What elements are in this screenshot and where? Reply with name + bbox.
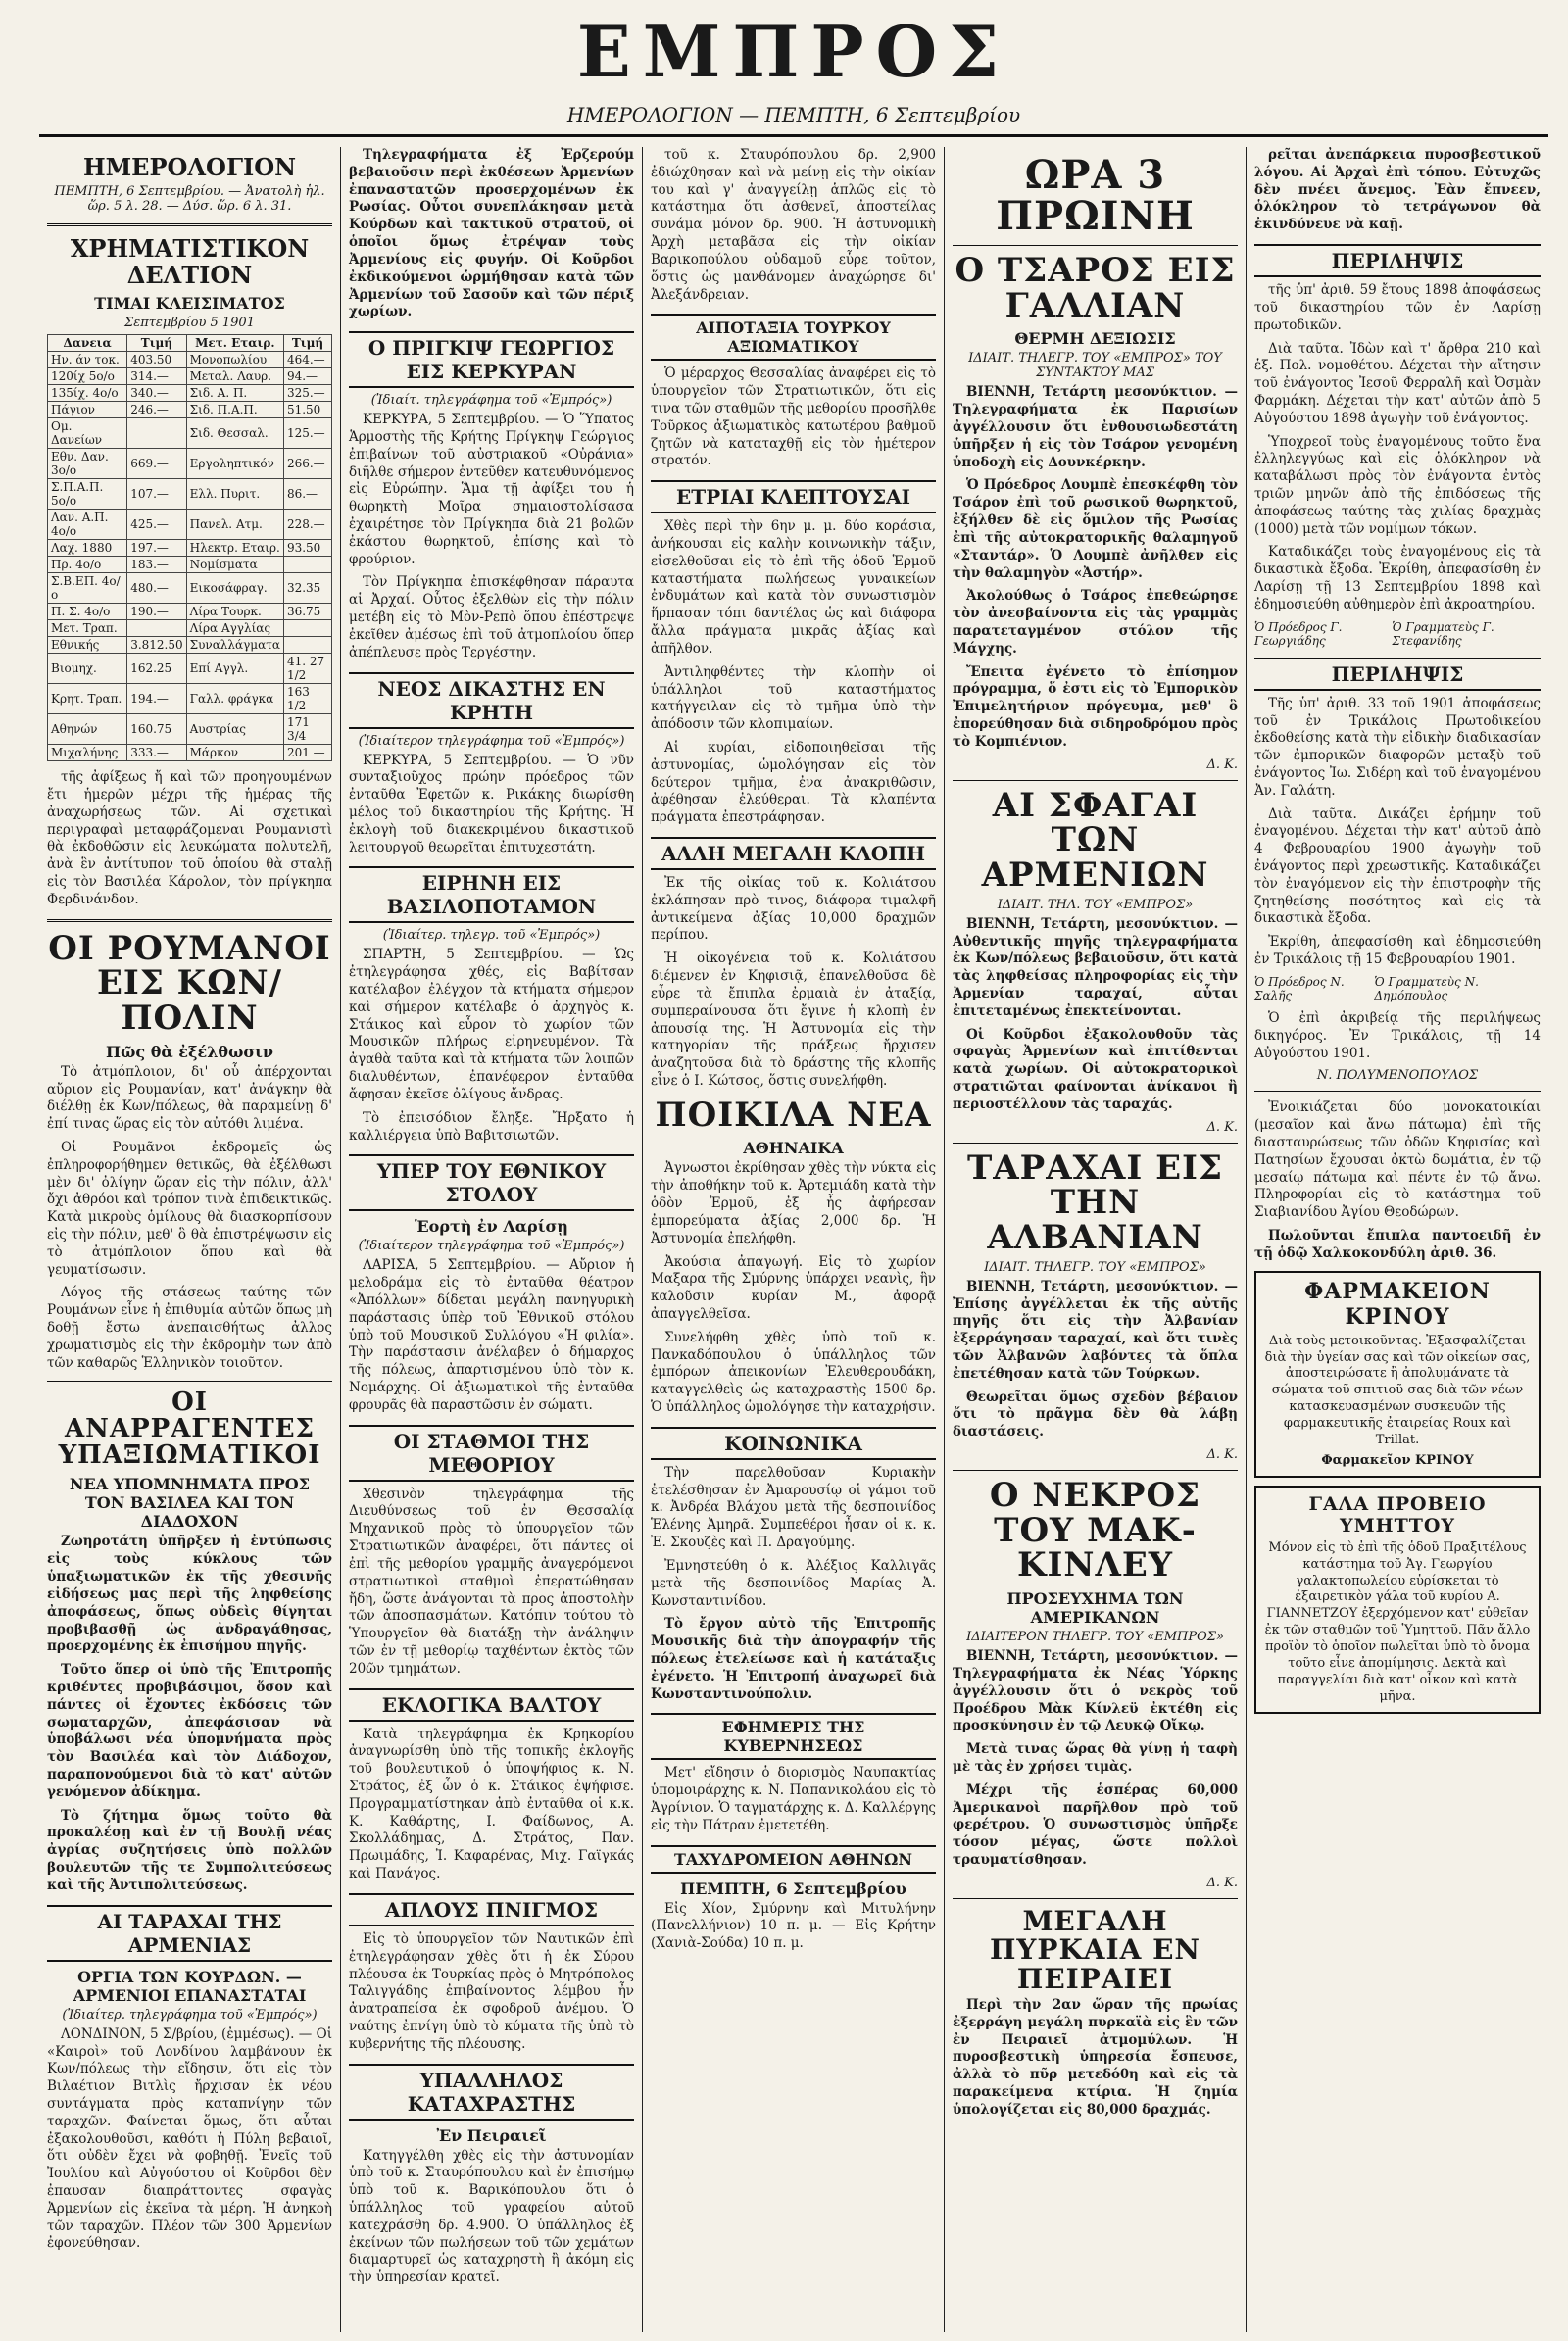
article-paragraph: Λόγος τῆς στάσεως ταύτης τῶν Ρουμάνων εἶνε ἡ ἐπιθυμία αὐτῶν ὅπως μὴ δοθῇ ἔστω ἀνεπαισθήτως ἀλλος χρωματισμὸς εἰς τὴν ἐκδρομὴν των ἀπὸ τῶν καθαρῶς Ἑλληνικὸν τοιοῦτον.	[47, 1285, 332, 1371]
article-paragraph: Εἰς Χίον, Σμύρνην καὶ Μιτυλήνην (Πανελλήνιον) 10 π. μ. — Εἰς Κρήτην (Χανιὰ-Σούδα) 10 π. μ.	[651, 1900, 936, 1952]
signatures	[1254, 975, 1541, 1002]
article-subtitle: ΝΕΑ ΥΠΟΜΝΗΜΑΤΑ ΠΡΟΣ ΤΟΝ ΒΑΣΙΛΕΑ ΚΑΙ ΤΟΝ ΔΙΑΔΟΧΟΝ	[69, 1475, 311, 1532]
article-subtitle: Ἐν Πειραιεῖ	[436, 2125, 547, 2145]
masthead-subtitle: ΗΜΕΡΟΛΟΓΙΟΝ — ΠΕΜΠΤΗ, 6 Σεπτεμβρίου	[566, 103, 1021, 126]
rates-cell: 93.50	[283, 540, 331, 557]
rates-cell: 669.—	[127, 449, 186, 479]
rates-cell: Λαχ. 1880	[48, 540, 127, 557]
article-title: ΠΕΡΙΛΗΨΙΣ	[1254, 658, 1541, 691]
article-title: Ο ΠΡΙΓΚΙΨ ΓΕΩΡΓΙΟΣ ΕΙΣ ΚΕΡΚΥΡΑΝ	[349, 331, 634, 388]
article-subtitle: Πῶς θὰ ἐξέλθωσιν	[106, 1042, 273, 1061]
article-paragraph: Ἀντιληφθέντες τὴν κλοπὴν οἱ ὑπάλληλοι τοῦ καταστήματος κατήγγειλαν εἰς τὸ τμῆμα ὑπὸ τὴν ἀπόδοσιν τῶν κλοπιμαίων.	[651, 663, 936, 733]
article-dateline: (Ἰδιαίτερ. τηλεγράφημα τοῦ «Ἐμπρός»)	[62, 2007, 318, 2023]
article-paragraph: Χθὲς περὶ τὴν 6ην μ. μ. δύο κοράσια, ἀνήκουσαι εἰς καλὴν κοινωνικὴν τάξιν, εἰσελθοῦσαι εἰς τὸ ἐπὶ τῆς ὁδοῦ Ἑρμοῦ καταστήματα πωλήσεως γυναικείων ἐνδυμάτων καὶ κατὰ τὸν συνωστισμὸν ἥρπασαν τόπι δαντέλας ὡς καὶ διάφορα ἄλλα πράγματα μικρᾶς ἀξίας καὶ ἀπῆλθον.	[651, 518, 936, 657]
column-3	[643, 147, 945, 2332]
article-title: ΕΚΛΟΓΙΚΑ ΒΑΛΤΟΥ	[349, 1688, 634, 1722]
rates-cell: Συναλλάγματα	[186, 637, 283, 654]
rates-cell: Ην. άν τοκ.	[48, 352, 127, 368]
article-paragraph: Ὁ Πρόεδρος Λουμπὲ ἐπεσκέφθη τὸν Τσάρον ἐπὶ τοῦ ρωσικοῦ θωρηκτοῦ, ἐξήλθεν δὲ εἰς ὅμιλον τῆς Ρωσίας ἐπὶ τῆς αὐτοκρατορικῆς θαλαμηγοῦ «Σταντάρ». Ὁ Λουμπὲ ἀνῆλθεν εἰς τὴν θαλαμηγὸν «Ἀστήρ».	[953, 477, 1238, 581]
rates-cell: Επί Αγγλ.	[186, 654, 283, 684]
rates-cell: Ομ. Δανείων	[48, 418, 127, 449]
newspaper-page	[39, 0, 1548, 2341]
market-note: τῆς ἀφίξεως ἤ καὶ τῶν προηγουμένων ἔτι ἡμερῶν μέχρι τῆς ἡμέρας τῆς ἀναχωρήσεως τῶν. Αἱ σχετικαὶ περιγραφαὶ μεταφράζομεναι Ρουμανιστὶ θὰ ἐκδοθῶσιν εἰς λευκώματα πολυτελῆ, ἀνὰ ἓν ἀντίτυπον τοῦ ὁποίου θὰ σταλῇ εἰς τὸν Βασιλέα Κάρολον, τὸν πρίγκηπα Φερδινάνδον.	[47, 769, 332, 907]
rates-cell: Μιχαλήνης	[48, 745, 127, 761]
rates-cell: Λίρα Τουρκ.	[186, 604, 283, 620]
article-title: ΟΙ ΣΤΑΘΜΟΙ ΤΗΣ ΜΕΘΟΡΙΟΥ	[349, 1425, 634, 1482]
article-paragraph: Ὁ ἐπὶ ἀκριβείᾳ τῆς περιλήψεως δικηγόρος. Ἐν Τρικάλοις, τῇ 14 Αὐγούστου 1901.	[1254, 1009, 1541, 1061]
article-title: ΑΠΛΟΥΣ ΠΝΙΓΜΟΣ	[349, 1893, 634, 1926]
rates-cell: 125.—	[283, 418, 331, 449]
article-paragraph: Οἱ Κοῦρδοι ἐξακολουθοῦν τὰς σφαγὰς Ἀρμενίων καὶ ἐπιτίθενται κατὰ χωρίων. Οἱ αὐτοκρατορικοὶ στρατιῶται φαίνονται ἀνίκανοι ἢ περιοστέλλουν τὰς ταραχάς.	[953, 1026, 1238, 1112]
classified-ad: Ἐνοικιάζεται δύο μονοκατοικίαι (μεσαῖον καὶ ἄνω πάτωμα) ἐπὶ τῆς διασταυρώσεως τῶν ὁδῶν Κηφισίας καὶ Πατησίων ἔχουσαι ὀκτὼ δωμάτια, ἐν τῷ μεσαίῳ πάτωμα καὶ πέντε ἐν τῷ ἄνω. Πληροφορίαι εἰς τὸ κατάστημα τοῦ Σιαβιανίδου Ἀγίου Θεοδώρων.	[1254, 1099, 1541, 1221]
ad-title: ΦΑΡΜΑΚΕΙΟΝ ΚΡΙΝΟΥ	[1304, 1278, 1491, 1330]
market-title: ΧΡΗΜΑΤΙΣΤΙΚΟΝ ΔΕΛΤΙΟΝ	[70, 234, 310, 289]
article-paragraph: Εἰς τὸ ὑπουργεῖον τῶν Ναυτικῶν ἐπὶ ἐτηλεγράφησαν χθὲς ὅτι ἡ ἐκ Σύρου πλέουσα ἐκ Τουρκίας πρὸς ὁ Μητρόπολος Ταλιγγάδης ἐπιβαίνοντος λέμβου ἦν ἀνατραπείσα ἐκ σφοδροῦ ἀνέμου. Ὁ ναύτης ἐπνίγη ὑπὸ τὸ κύματα τῆς ὑπὸ τὸ κυβερνήτης τῆς πλέουσης.	[349, 1930, 634, 2052]
rates-cell: 163 1/2	[283, 684, 331, 714]
rates-row	[48, 620, 332, 637]
article-paragraph: Τὸν Πρίγκηπα ἐπισκέφθησαν πάραυτα αἱ Ἀρχαί. Οὗτος ἐξελθὼν εἰς τὴν πόλιν μετέβη εἰς τὸ Μὸν-Ρεπὸ ὅπου ἐπέστρεψε ἐκεῖθεν ἀμέσως ἐπὶ τοῦ ἀτμοπλοίου ὅπερ ἀπέπλευσε πρὸς Τεργέστην.	[349, 574, 634, 660]
masthead	[39, 0, 1548, 137]
rates-cell: 120ίχ 5ο/ο	[48, 368, 127, 385]
rates-row	[48, 352, 332, 368]
article-signature: Δ. Κ.	[1206, 756, 1238, 772]
rates-row	[48, 714, 332, 745]
ad-title: ΓΑΛΑ ΠΡΟΒΕΙΟ ΥΜΗΤΤΟΥ	[1308, 1492, 1487, 1536]
newspaper-title: ΕΜΠΡΟΣ	[576, 10, 1011, 93]
rates-cell: Πάγιον	[48, 402, 127, 418]
article-paragraph: Διὰ ταῦτα. Ἰδὼν καὶ τ' ἄρθρα 210 καὶ ἑξ. Πολ. νομοθέτου. Δέχεται τὴν αἴτησιν τοῦ ἐνάγοντος Ἰεσοῦ Φερραλῆ καὶ Ὀσμὰν Φαρμάκη. Δέχεται τὴν κατ' αὐτῶν ἀπὸ 5 Αὐγούστου 1898 ἀγωγὴν τοῦ ἐνάγοντος.	[1254, 340, 1541, 426]
article-paragraph: Τηλεγραφήματα ἐξ Ἐρζερούμ βεβαιοῦσιν περὶ ἐκθέσεων Ἀρμενίων ἐπαναστατῶν προσερχομένων ἐκ Ρωσίας. Οὗτοι συνεπλάκησαν μετὰ Κούρδων καὶ τακτικοῦ στρατοῦ, οἱ ὁποῖοι ὅμως ἐτρέψαν τοὺς Ἀρμενίους εἰς φυγήν. Οἱ Κοῦρδοι ἐκδικούμενοι ὡρμήθησαν κατὰ τῶν Ἀρμενίων τοῦ Σασοῦν καὶ τῶν πέριξ χωρίων.	[349, 147, 634, 320]
rates-row	[48, 479, 332, 510]
article-title: Ο ΤΣΑΡΟΣ ΕΙΣ ΓΑΛΛΙΑΝ	[955, 251, 1236, 325]
rates-cell: Κρητ. Τραπ.	[48, 684, 127, 714]
rates-header-cell: Τιμή	[127, 335, 186, 352]
article-title: ΝΕΟΣ ΔΙΚΑΣΤΗΣ ΕΝ ΚΡΗΤΗ	[349, 672, 634, 729]
rates-row	[48, 684, 332, 714]
rates-cell: 425.—	[127, 510, 186, 540]
article-paragraph: τοῦ κ. Σταυρόπουλου δρ. 2,900 ἐδιώχθησαν καὶ νὰ μείνῃ εἰς τὴν οἰκίαν του καὶ γ' ἀναγγείλῃ ἁπλῶς εἰς τὸ κατάστημα ὅτι ἀσθενεῖ, ἀποστείλας συνάμα μόνον δρ. 900. Ἡ ἀστυνομικὴ Ἀρχὴ μεταβᾶσα εἰς τὴν οἰκίαν Βαρικοπούλου οὐδαμοῦ εὗρε τοῦτον, ὅστις ὡς μανθάνομεν ἀναχώρησε δι' Ἀλεξάνδρειαν.	[651, 147, 936, 303]
article-title: ΕΦΗΜΕΡΙΣ ΤΗΣ ΚΥΒΕΡΝΗΣΕΩΣ	[651, 1713, 936, 1760]
rates-row	[48, 418, 332, 449]
rates-cell: 325.—	[283, 385, 331, 402]
article-paragraph: Περὶ τὴν 2αν ὥραν τῆς πρωίας ἐξερράγη μεγάλη πυρκαϊὰ εἰς ἓν τῶν ἐν Πειραιεῖ ἀτμομύλων. Ἡ πυροσβεστικὴ ὑπηρεσία ἔσπευσε, ἀλλὰ τὸ πῦρ μετεδόθη καὶ εἰς τὰ παρακείμενα κτίρια. Ἡ ζημία ὑπολογίζεται εἰς 80,000 δραχμάς.	[953, 1996, 1238, 2118]
columns	[39, 147, 1548, 2332]
article-paragraph: ΚΕΡΚΥΡΑ, 5 Σεπτεμβρίου. — Ὁ Ὕπατος Ἁρμοστὴς τῆς Κρήτης Πρίγκηψ Γεώργιος ἐπιβαίνων τοῦ αὐστριακοῦ «Οὐράνια» διῆλθε σήμερον ἐντεῦθεν κατευθυνόμενος εἰς Εὐρώπην. Ἅμα τῇ ἀφίξει του ἡ θωρηκτὴ Μοῖρα σημαιοστολίσασα ἐχαιρέτησε τὸν Πρίγκηπα διὰ 21 βολῶν ἐκάστου θωρηκτοῦ, ἐπίσης καὶ τὸ φρούριον.	[349, 412, 634, 567]
article-title: ΤΑΧΥΔΡΟΜΕΙΟΝ ΑΘΗΝΩΝ	[651, 1845, 936, 1874]
ad-body: Μόνον εἰς τὸ ἐπὶ τῆς ὁδοῦ Πραξιτέλους κατάστημα τοῦ Ἀγ. Γεωργίου γαλακτοπωλείου εὑρίσκεται τὸ ἐξαιρετικὸν γάλα τοῦ κυρίου Α. ΓΙΑΝΝΕΤΖΟΥ ἐξερχόμενον κατ' εὐθεῖαν ἐκ τῶν σταθμῶν τοῦ Ὑμηττοῦ. Πᾶν ἄλλο προϊὸν τὸ ὁποῖον πωλεῖται ὑπὸ τὸ ὄνομα τοῦτο εἶνε ἀπομίμησις. Δεκτὰ καὶ παραγγελίαι διὰ κατ' οἶκον καὶ κατὰ μῆνα.	[1264, 1539, 1531, 1704]
article-subtitle: ΑΘΗΝΑΙΚΑ	[743, 1139, 844, 1158]
article-dateline: ΙΔΙΑΙΤ. ΤΗΛΕΓΡ. ΤΟΥ «ΕΜΠΡΟΣ»	[984, 1259, 1206, 1275]
rates-row	[48, 449, 332, 479]
rates-header-cell: Δανεια	[48, 335, 127, 352]
article-title: ΑΙΠΟΤΑΞΙΑ ΤΟΥΡΚΟΥ ΑΞΙΩΜΑΤΙΚΟΥ	[651, 314, 936, 361]
article-paragraph: Ἀκούσια ἀπαγωγή. Εἰς τὸ χωρίον Μαξαρα τῆς Σμύρνης ὑπάρχει νεανὶς, ἣν καλοῦσιν κυρίαν Μ., ἀφορᾷ ἀπαγγελθεῖσα.	[651, 1253, 936, 1322]
rates-cell: 403.50	[127, 352, 186, 368]
rates-cell: Εθν. Δαν. 3ο/ο	[48, 449, 127, 479]
article-subtitle: ΠΡΟΣΕΥΧΗΜΑ ΤΩΝ ΑΜΕΡΙΚΑΝΩΝ	[1006, 1589, 1184, 1628]
article-paragraph: Κατὰ τηλεγράφημα ἐκ Κρηκορίου ἀναγνωρίσθη ὑπὸ τῆς τοπικῆς ἐκλογῆς τοῦ βουλευτικοῦ ὁ ὑποψήφιος κ. Ν. Στράτος, ἐξ ὧν ὁ κ. Στάικος ἐψήφισε. Προγραμματίστηκαν ἀπὸ ἐνταῦθα οἱ κ.κ. Κ. Καθάρτης, Ι. Φαίδωνος, Α. Σκολλάδημας, Δ. Στράτος, Παν. Πρωιμάδης, Ἰ. Καφαρένας, Μιχ. Γαϊγκάς καὶ Πανάγος.	[349, 1726, 634, 1882]
article-paragraph: Ζωηροτάτη ὑπῆρξεν ἡ ἐντύπωσις εἰς τοὺς κύκλους τῶν ὑπαξιωματικῶν ἐκ τῆς χθεσινῆς εἰδήσεως μας περὶ τῆς ληφθείσης ἀποφάσεως, ὅπως οὐδεὶς θίγηται προβιβασθῇ ὡς ἀνδραγάθησας, προερχομένης ἐκ ἐπισήμου πηγῆς.	[47, 1534, 332, 1655]
rates-row	[48, 637, 332, 654]
rates-cell: Μάρκον	[186, 745, 283, 761]
rates-row	[48, 604, 332, 620]
article-paragraph: Ἡ οἰκογένεια τοῦ κ. Κολιάτσου διέμενεν ἐν Κηφισιᾷ, ἐπανελθοῦσα δὲ εὗρε τὰ ἔπιπλα ἐρμαιὰ ἐν ἀταξίᾳ, συμπεραίνουσα ὅτι ἔγινε ἡ κλοπὴ ἐν ἀπουσίᾳ της. Ἡ Ἀστυνομία εἰς τὴν κατηγορίαν τῆς πράξεως ἤρχισεν ἀναζητοῦσα διὰ τὸ δράστης τῆς κλοπῆς εἶνε ὁ Ι. Κώτσος, ὅστις συνελήφθη.	[651, 951, 936, 1089]
almanac-title: ΗΜΕΡΟΛΟΓΙΟΝ	[82, 153, 297, 181]
rates-cell: Μεταλ. Λαυρ.	[186, 368, 283, 385]
rates-cell: 135ίχ. 4ο/ο	[48, 385, 127, 402]
rates-cell: Πανελ. Ατμ.	[186, 510, 283, 540]
article-dateline: (Ἰδιαίτερον τηλεγράφημα τοῦ «Ἐμπρός»)	[358, 733, 625, 749]
rates-cell: Ελλ. Πυριτ.	[186, 479, 283, 510]
article-paragraph: ΒΙΕΝΝΗ, Τετάρτη, μεσονύκτιον. — Αὐθεντικῆς πηγῆς τηλεγραφήματα ἐκ Κων/πόλεως βεβαιοῦσιν, ὅτι κατὰ τὰς ληφθείσας πληροφορίας εἰς τὴν Ἀρμενίαν ταραχαί, αὗται ἐπιτεταμένως ἐπεκτείνονται.	[953, 915, 1238, 1019]
article-dateline: ΙΔΙΑΙΤ. ΤΗΛ. ΤΟΥ «ΕΜΠΡΟΣ»	[997, 897, 1194, 912]
rates-cell: Ηλεκτρ. Εταιρ.	[186, 540, 283, 557]
article-paragraph: Αἱ κυρίαι, εἰδοποιηθεῖσαι τῆς ἀστυνομίας, ὡμολόγησαν εἰς τὸν δεύτερον τμῆμα, ἐνα ἀνακριθῶσιν, ἀφέθησαν ἐλεύθεραι. Τὰ κλαπέντα πράγματα ἐπεστράφησαν.	[651, 739, 936, 826]
article-paragraph: Τὴν παρελθοῦσαν Κυριακὴν ἐτελέσθησαν ἐν Ἀμαρουσίῳ οἱ γάμοι τοῦ κ. Ἀνδρέα Βλάχου μετὰ τῆς δεσποινίδος Ἑλένης Ἀμηρᾶ. Συμπεθέροι ἦσαν οἱ κ. κ. Ἐ. Σκουζὲς καὶ Π. Δραγούμης.	[651, 1464, 936, 1551]
article-title: Ο ΝΕΚΡΟΣ ΤΟΥ ΜΑΚ-ΚΙΝΛΕΥ	[989, 1476, 1201, 1585]
article-signature: Δ. Κ.	[1206, 1119, 1238, 1135]
article-paragraph: ΣΠΑΡΤΗ, 5 Σεπτεμβρίου. — Ὡς ἐτηλεγράφησα χθές, εἰς Βαβίτσαν κατέλαβον ἐλέγχον τὰ κτήματα σήμερον καὶ σήμερον κατέλαβε ὁ ἀρχηγὸς κ. Στάικος καὶ εὗρον τὸ χωρίον τῶν Μουσικῶν πλήρως εἰρηνευμένον. Τὰ ἀγαθὰ ταῦτα καὶ τὰ κτήματα τῶν λοιπῶν διαλυθέντων, ἐπανέφερον ἐνταῦθα ἄφησαν ἐκεῖσε ὀλίγους ἄνδρας.	[349, 947, 634, 1102]
article-paragraph: Θεωρεῖται ὅμως σχεδὸν βέβαιον ὅτι τὸ πρᾶγμα δὲν θὰ λάβῃ διαστάσεις.	[953, 1389, 1238, 1440]
article-title: ΑΙ ΣΦΑΓΑΙ ΤΩΝ ΑΡΜΕΝΙΩΝ	[981, 785, 1209, 895]
rates-header-cell: Τιμή	[283, 335, 331, 352]
signature: Ὁ Γραμματεὺς Γ. Στεφανίδης	[1392, 619, 1494, 648]
rates-cell: 194.—	[127, 684, 186, 714]
rates-cell: Γαλλ. φράγκα	[186, 684, 283, 714]
rates-row	[48, 510, 332, 540]
article-title: ΠΟΙΚΙΛΑ ΝΕΑ	[655, 1095, 932, 1135]
signature: Ὁ Γραμματεὺς Ν. Δημόπουλος	[1374, 974, 1479, 1002]
article-paragraph: Ἀκολούθως ὁ Τσάρος ἐπεθεώρησε τὸν ἀνεσβαίνοντα εἰς τὰς γραμμὰς παρατεταγμένον στόλον τῆς Μάγχης.	[953, 588, 1238, 657]
rates-cell: Σιδ. Π.Α.Π.	[186, 402, 283, 418]
rates-cell: 228.—	[283, 510, 331, 540]
rates-row	[48, 557, 332, 573]
rates-row	[48, 745, 332, 761]
article-title: ΑΙ ΤΑΡΑΧΑΙ ΤΗΣ ΑΡΜΕΝΙΑΣ	[47, 1905, 332, 1962]
article-paragraph: Ἐμνηστεύθη ὁ κ. Ἀλέξιος Καλλιγᾶς μετὰ τῆς δεσποινίδος Μαρίας Ἀ. Κωνσταντινίδου.	[651, 1557, 936, 1609]
classified-ad: Πωλοῦνται ἔπιπλα παντοειδῆ ἐν τῇ ὁδῷ Χαλκοκονδύλη ἀριθ. 36.	[1254, 1228, 1541, 1261]
column-4	[945, 147, 1247, 2332]
signature: Ν. ΠΟΛΥΜΕΝΟΠΟΥΛΟΣ	[1316, 1068, 1479, 1084]
rates-cell: Λίρα Αγγλίας	[186, 620, 283, 637]
rates-cell: Αυστρίας	[186, 714, 283, 745]
rates-cell: Σ.Β.ΕΠ. 4ο/ο	[48, 573, 127, 604]
article-subtitle: ΠΕΜΠΤΗ, 6 Σεπτεμβρίου	[680, 1878, 906, 1898]
article-paragraph: Ἐκρίθη, ἀπεφασίσθη καὶ ἐδημοσιεύθη ἐν Τρικάλοις τῇ 15 Φεβρουαρίου 1901.	[1254, 934, 1541, 968]
article-paragraph: Μετὰ τινας ὥρας θὰ γίνῃ ἡ ταφὴ μὲ τὰς ἐν χρήσει τιμὰς.	[953, 1741, 1238, 1775]
rates-cell: 171 3/4	[283, 714, 331, 745]
rates-row	[48, 402, 332, 418]
rates-row	[48, 654, 332, 684]
article-paragraph: ΒΙΕΝΝΗ, Τετάρτη, μεσονύκτιον. — Τηλεγραφήματα ἐκ Νέας Ὑόρκης ἀγγέλλουσιν ὅτι ὁ νεκρὸς τοῦ Προέδρου Μὰκ Κίνλεϋ ἐκτέθη εἰς προσκύνησιν ἐν τῷ Λευκῷ Οἴκῳ.	[953, 1648, 1238, 1734]
article-title: ΠΕΡΙΛΗΨΙΣ	[1254, 244, 1541, 277]
article-paragraph: Διὰ ταῦτα. Δικάζει ἐρήμην τοῦ ἐναγομένου. Δέχεται τὴν κατ' αὐτοῦ ἀπὸ 4 Φεβρουαρίου 1900 ἀγωγὴν τοῦ ἐνάγοντος περὶ χρεωστικῆς. Καταδικάζει τὸν ἐναγόμενον εἰς τὴν ἐπιστροφὴν τῆς ζητηθείσης ποσότητος καὶ εἰς τὰ δικαστικὰ ἔξοδα.	[1254, 805, 1541, 927]
article-paragraph: ρεῖται ἀνεπάρκεια πυροσβεστικοῦ λόγου. Αἱ Ἀρχαὶ ἐπὶ τόπου. Εὐτυχῶς δὲν πνέει ἄνεμος. Ἐὰν ἔπνεεν, ὁλόκληρον τὸ τετράγωνον θὰ ἐκινδύνευε νὰ καῇ.	[1254, 147, 1541, 233]
rates-cell: Αθηνών	[48, 714, 127, 745]
rates-cell: Πρ. 4ο/ο	[48, 557, 127, 573]
article-subtitle: ΘΕΡΜΗ ΔΕΞΙΩΣΙΣ	[1014, 329, 1176, 349]
rates-cell: 480.—	[127, 573, 186, 604]
rates-cell: Βιομηχ.	[48, 654, 127, 684]
article-paragraph: τῆς ὑπ' ἀριθ. 59 ἔτους 1898 ἀποφάσεως τοῦ δικαστηρίου τῶν ἐν Λαρίσῃ πρωτοδικῶν.	[1254, 282, 1541, 333]
rates-cell: Π. Σ. 4ο/ο	[48, 604, 127, 620]
rates-cell: 3.812.50	[127, 637, 186, 654]
rates-cell	[127, 620, 186, 637]
article-paragraph: Τὸ ἀτμόπλοιον, δι' οὗ ἀπέρχονται αὔριον εἰς Ρουμανίαν, κατ' ἀνάγκην θὰ διέλθῃ ἐκ Κων/πόλεως, θὰ παραμείνῃ δ' ἐπί τινας ὥρας εἰς τὸν αὐτόθι λιμένα.	[47, 1063, 332, 1133]
article-paragraph: Τὸ ζήτημα ὅμως τοῦτο θὰ προκαλέσῃ καὶ ἐν τῇ Βουλῇ νέας ἀγρίας συζητήσεις ὑπὸ πολλῶν βουλευτῶν τῆς τε Συμπολιτεύσεως καὶ τῆς Ἀντιπολιτεύσεως.	[47, 1807, 332, 1893]
article-dateline: (Ἰδιαίτερον τηλεγράφημα τοῦ «Ἐμπρός»)	[358, 1239, 625, 1254]
article-signature: Δ. Κ.	[1206, 1875, 1238, 1890]
rates-cell: 197.—	[127, 540, 186, 557]
rates-cell: 86.—	[283, 479, 331, 510]
column-5	[1247, 147, 1548, 2332]
rates-cell	[283, 557, 331, 573]
article-paragraph: Τοῦτο ὅπερ οἱ ὑπὸ τῆς Ἐπιτροπῆς κριθέντες προβιβάσιμοι, ὅσον καὶ πάντες οἱ ἔχοντες ἐκδόσεις τῶν σωματαρχῶν, ἀπεφάσισαν νὰ ὑποβάλωσι νέα ὑπομνήματα πρὸς τὸν Βασιλέα καὶ τὸν Διάδοχον, παραπονούμενοι διὰ τὸ κατ' αὐτῶν γενόμενον ἀδίκημα.	[47, 1662, 332, 1800]
rates-cell: 246.—	[127, 402, 186, 418]
rates-cell: Εικοσάφραγ.	[186, 573, 283, 604]
article-title: ΕΤΡΙΑΙ ΚΛΕΠΤΟΥΣΑΙ	[651, 480, 936, 513]
rates-cell: 190.—	[127, 604, 186, 620]
article-paragraph: Μέχρι τῆς ἑσπέρας 60,000 Ἀμερικανοὶ παρῆλθον πρὸ τοῦ φερέτρου. Ὁ συνωστισμὸς ὑπῆρξε τόσον μέγας, ὥστε πολλοὶ τραυματίσθησαν.	[953, 1781, 1238, 1868]
rates-cell: 160.75	[127, 714, 186, 745]
article-title: ΩΡΑ 3 ΠΡΩΙΝΗ	[996, 152, 1195, 239]
rates-cell: 183.—	[127, 557, 186, 573]
rates-cell	[127, 418, 186, 449]
article-paragraph: Καταδικάζει τοὺς ἐναγομένους εἰς τὰ δικαστικὰ ἔξοδα. Ἐκρίθη, ἀπεφασίσθη ἐν Λαρίσῃ τῇ 13 Σεπτεμβρίου 1898 καὶ ἐδημοσιεύθη αὐθημερὸν ἐπὶ ἀκροατηρίου.	[1254, 544, 1541, 612]
article-paragraph: Κατηγγέλθη χθὲς εἰς τὴν ἀστυνομίαν ὑπὸ τοῦ κ. Σταυρόπουλου καὶ ἐν ἐπισήμῳ ὑπὸ τοῦ κ. Βαρικόπουλου ὅτι ὁ ὑπάλληλος τοῦ γραφείου αὐτοῦ κατεχράσθη δρ. 4.900. Ὁ ὑπάλληλος ἐξ ἐκείνων τῶν πωλήσεων τοῦ τῶν χεμάτων διαμαρτυρεῖ ὡς καταχρηστὴ ἢ ἀκόμη εἰς τὴν ὑπηρεσίαν κρατεῖ.	[349, 2147, 634, 2286]
article-title: ΑΛΛΗ ΜΕΓΑΛΗ ΚΛΟΠΗ	[651, 837, 936, 870]
rates-cell: Εργοληπτικόν	[186, 449, 283, 479]
rates-row	[48, 573, 332, 604]
rates-cell: 340.—	[127, 385, 186, 402]
article-paragraph: ΛΟΝΔΙΝΟΝ, 5 Σ/βρίου, (ἐμμέσως). — Οἱ «Καιροὶ» τοῦ Λονδίνου λαμβάνουν ἐκ Κων/πόλεως τὴν εἴδησιν, ὅτι εἰς τὸν Βιλαέτιον Βιτλὶς ἤρχισαν ἐκ νέου συντάγματα πρὸς καταπνίγην τῶν ταραχῶν. Φαίνεται ὅμως, ὅτι αὗται ἐξακολουθοῦσι, καθότι ἡ Πύλη βεβαιοῖ, ὅτι οὐδὲν ἔχει νὰ φοβηθῇ. Ἐνεῖς τοῦ Ἰουλίου καὶ Αὐγούστου οἱ Κοῦρδοι δὲν ἐπαυσαν διαπράττοντες σφαγὰς Ἀρμενίων εἰς ἐκεῖνα τὰ μέρη. Ἡ ἀνηκοὴ τῶν ταραχῶν. Πλέον τῶν 300 Ἀρμενίων ἐφονεύθησαν.	[47, 2025, 332, 2252]
rates-cell: 201 —	[283, 745, 331, 761]
column-2	[341, 147, 643, 2332]
article-paragraph: ΛΑΡΙΣΑ, 5 Σεπτεμβρίου. — Αὔριον ἡ μελοδράμα εἰς τὸ ἐνταῦθα θέατρον «Ἀπόλλων» δίδεται μεγάλη πανηγυρικὴ παράστασις ὑπὲρ τοῦ Ἐθνικοῦ στόλου ὑπὸ τοῦ Μουσικοῦ Συλλόγου «Ἡ φιλία». Τὴν παράστασιν ἀνέλαβεν ὁ δήμαρχος τῆς πόλεως, ἀπαρτισμένου ὑπὸ τὸν κ. Νομάρχης. Οἱ ἀξιωματικοὶ τῆς ἐνταῦθα φρουρᾶς θὰ παραστῶσιν ἐν σώματι.	[349, 1257, 634, 1413]
rates-cell: 36.75	[283, 604, 331, 620]
article-paragraph: ΒΙΕΝΝΗ, Τετάρτη, μεσονύκτιον. — Ἐπίσης ἀγγέλλεται ἐκ τῆς αὐτῆς πηγῆς ὅτι εἰς τὴν Ἀλβανίαν ἐξερράγησαν ταραχαί, καὶ ὅτι τινὲς τῶν Ἀλβανῶν λαβόντες τὰ ὅπλα ἐπετέθησαν κατὰ τῶν Τούρκων.	[953, 1278, 1238, 1382]
signature: Ὁ Πρόεδρος Γ. Γεωργιάδης	[1254, 619, 1343, 648]
rates-cell: Λαν. Α.Π. 4ο/ο	[48, 510, 127, 540]
rates-cell: 314.—	[127, 368, 186, 385]
rates-cell	[283, 620, 331, 637]
rates-cell: Σιδ. Θεσσαλ.	[186, 418, 283, 449]
article-paragraph: Οἱ Ρουμᾶνοι ἐκδρομεῖς ὡς ἐπληροφορήθημεν θετικῶς, θὰ ἐξέλθωσι μὲν δι' ὀλίγην ὥραν εἰς τὴν πόλιν, ἀλλ' ὄχι ἀθρόοι καὶ τρόπον τινὰ ἐπιδεικτικῶς. Κατὰ μικροὺς ὁμίλους θὰ διασκορπίσουν εἰς τὴν πόλιν, μεθ' ὃ θὰ ἐπιστρέψωσιν εἰς τὸ ἀτμόπλοιον ὅπου καὶ θὰ γευματίσωσιν.	[47, 1139, 332, 1278]
rates-cell: 51.50	[283, 402, 331, 418]
article-paragraph: ΚΕΡΚΥΡΑ, 5 Σεπτεμβρίου. — Ὁ νῦν συνταξιοῦχος πρώην πρόεδρος τῶν ἐνταῦθα Ἐφετῶν κ. Ρικάκης διωρίσθη μέλος τοῦ δικαστηρίου τῆς Κρήτης. Ἡ ἐκλογὴ τοῦ διακεκριμένου δικαστικοῦ λειτουργοῦ θεωρεῖται ἐπιτυχεστάτη.	[349, 752, 634, 855]
rates-cell	[283, 637, 331, 654]
column-1	[39, 147, 341, 2332]
article-title: ΥΠΑΛΛΗΛΟΣ ΚΑΤΑΧΡΑΣΤΗΣ	[349, 2064, 634, 2121]
rates-header-cell: Μετ. Εταιρ.	[186, 335, 283, 352]
article-dateline: (Ἰδιαίτ. τηλεγράφημα τοῦ «Ἐμπρός»)	[370, 393, 612, 409]
signatures	[1254, 620, 1541, 648]
rates-cell: Νομίσματα	[186, 557, 283, 573]
article-signature: Δ. Κ.	[1206, 1447, 1238, 1462]
rates-cell: 41. 27 1/2	[283, 654, 331, 684]
rates-cell: 333.—	[127, 745, 186, 761]
rates-row	[48, 540, 332, 557]
rates-table	[47, 334, 332, 761]
article-title: ΚΟΙΝΩΝΙΚΑ	[651, 1427, 936, 1460]
market-subtitle: ΤΙΜΑΙ ΚΛΕΙΣΙΜΑΤΟΣ	[94, 294, 285, 314]
signature: Ὁ Πρόεδρος Ν. Σαλῆς	[1254, 974, 1345, 1002]
rates-cell: 32.35	[283, 573, 331, 604]
article-subtitle: Ἑορτὴ ἐν Λαρίσῃ	[415, 1217, 568, 1237]
article-dateline: ΙΔΙΑΙΤΕΡΟΝ ΤΗΛΕΓΡ. ΤΟΥ «ΕΜΠΡΟΣ»	[966, 1630, 1224, 1645]
article-paragraph: Ἀγνωστοι ἐκρίθησαν χθὲς τὴν νύκτα εἰς τὴν ἀποθήκην τοῦ κ. Ἀρτεμιάδη κατὰ τὴν ὁδὸν Ἑρμοῦ, ἐξ ἧς ἀφήρεσαν ἐμπορεύματα ἀξίας 2,000 δρ. Ἡ Ἀστυνομία ἐπελήφθη.	[651, 1160, 936, 1246]
rates-cell: 107.—	[127, 479, 186, 510]
rates-cell: Μετ. Τραπ.	[48, 620, 127, 637]
ad-body: Διὰ τοὺς μετοικοῦντας. Ἐξασφαλίζεται διὰ τὴν ὑγείαν σας καὶ τῶν οἰκείων σας, ἀποστειρώσατε ἢ ἀπολυμάνατε τὰ σώματα τοῦ σπιτιοῦ σας διὰ τῶν νέων κατασκευασμένων συσκευῶν τῆς φαρμακευτικῆς ἐταιρείας Roux καὶ Trillat.	[1264, 1333, 1531, 1447]
rates-cell: Σ.Π.Α.Π. 5ο/ο	[48, 479, 127, 510]
rates-cell: 94.—	[283, 368, 331, 385]
milk-ad	[1254, 1486, 1541, 1714]
article-paragraph: ΒΙΕΝΝΗ, Τετάρτη μεσονύκτιον. — Τηλεγραφήματα ἐκ Παρισίων ἀγγέλλουσιν ὅτι ἐνθουσιωδεστάτη ὑπῆρξεν ἡ εἰς τὸν Τσάρον γενομένη ὑποδοχὴ εἰς Δουνκέρκην.	[953, 384, 1238, 470]
article-paragraph: Τὸ ἐπεισόδιον ἔληξε. Ἤρξατο ἡ καλλιέργεια ὑπὸ Βαβιτσιωτῶν.	[349, 1109, 634, 1144]
pharmacy-ad	[1254, 1271, 1541, 1478]
article-title: ΟΙ ΡΟΥΜΑΝΟΙ ΕΙΣ ΚΩΝ/ΠΟΛΙΝ	[48, 928, 331, 1039]
article-title: ΕΙΡΗΝΗ ΕΙΣ ΒΑΣΙΛΟΠΟΤΑΜΟΝ	[349, 866, 634, 923]
article-paragraph: Συνελήφθη χθὲς ὑπὸ τοῦ κ. Πανκαδόπουλου ὁ ὑπάλληλος τῶν ἐμπόρων ἀπεικονίων Ἐλευθερουδάκη, καταγγελθεὶς ὡς καταχραστὴς 1500 δρ. Ὁ ὑπάλληλος ὡμολόγησε τὴν καταχρήσιν.	[651, 1329, 936, 1415]
rates-row	[48, 368, 332, 385]
article-title: ΥΠΕΡ ΤΟΥ ΕΘΝΙΚΟΥ ΣΤΟΛΟΥ	[349, 1154, 634, 1211]
article-paragraph: Χθεσινὸν τηλεγράφημα τῆς Διευθύνσεως τοῦ ἐν Θεσσαλίᾳ Μηχανικοῦ πρὸς τὸ ὑπουργεῖον τῶν Στρατιωτικῶν ἀναφέρει, ὅτι πάντες οἱ ἐπὶ τῆς μεθορίου γραμμῆς ἀναγερόμενοι στρατιωτικοὶ σταθμοὶ ἐπερατώθησαν ἤδη, ὥστε ἀνάγονται τὰ προς ἀποστολὴν τῶν ἀποσπασμάτων. Κατόπιν τούτου τὸ Ὑπουργεῖον θὰ διατάξῃ τὴν ἀνάληψιν τῶν ἐν τῇ μεθορίῳ ταχθέντων ἐκτὸς τῶν 20ῶν τμημάτων.	[349, 1486, 634, 1677]
article-title: ΟΙ ΑΝΑΡΡΑΓΕΝΤΕΣ ΥΠΑΞΙΩΜΑΤΙΚΟΙ	[58, 1387, 321, 1471]
market-date: Σεπτεμβρίου 5 1901	[124, 316, 255, 331]
article-subtitle: ΟΡΓΙΑ ΤΩΝ ΚΟΥΡΔΩΝ. — ΑΡΜΕΝΙΟΙ ΕΠΑΝΑΣΤΑΤΑΙ	[73, 1967, 307, 2005]
ad-signature: Φαρμακεῖον ΚΡΙΝΟΥ	[1321, 1452, 1474, 1468]
article-dateline: ΙΔΙΑΙΤ. ΤΗΛΕΓΡ. ΤΟΥ «ΕΜΠΡΟΣ» ΤΟΥ ΣΥΝΤΑΚΤΟΥ ΜΑΣ	[968, 351, 1222, 381]
article-paragraph: Τῆς ὑπ' ἀριθ. 33 τοῦ 1901 ἀποφάσεως τοῦ ἐν Τρικάλοις Πρωτοδικείου ἐκδοθείσης κατὰ τὴν εἰδικὴν διαδικασίαν τῶν ἐμπορικῶν διαφορῶν μεταξὺ τοῦ ἐνάγοντος Ἰω. Σιδέρη καὶ τοῦ ἐναγομένου Ἀν. Γαλάτη.	[1254, 695, 1541, 799]
rates-cell: Σιδ. Α. Π.	[186, 385, 283, 402]
article-paragraph: Ἔπειτα ἐγένετο τὸ ἐπίσημον πρόγραμμα, ὅ ἐστι εἰς τὸ Ἐμπορικὸν Ἐπιμελητήριον πρόγευμα, μεθ' ὃ ἐπορεύθησαν διὰ σιδηροδρόμου πρὸς τὸ Κομπιένιον.	[953, 663, 1238, 750]
rates-cell: Εθνικής	[48, 637, 127, 654]
article-dateline: (Ἰδιαίτερ. τηλεγρ. τοῦ «Ἐμπρός»)	[382, 928, 601, 944]
rates-cell: 266.—	[283, 449, 331, 479]
article-title: ΤΑΡΑΧΑΙ ΕΙΣ ΤΗΝ ΑΛΒΑΝΙΑΝ	[967, 1147, 1223, 1257]
article-paragraph: Ἐκ τῆς οἰκίας τοῦ κ. Κολιάτσου ἐκλάπησαν πρὸ τινος, διάφορα τιμαλφῆ ἀντικείμενα ἀξίας 10,000 δραχμῶν περίπου.	[651, 875, 936, 944]
article-paragraph: Τὸ ἔργον αὐτὸ τῆς Ἐπιτροπῆς Μουσικῆς διὰ τὴν ἀπογραφήν τῆς πόλεως ἐτελείωσε καὶ ἡ κατάταξις ἐγένετο. Ἡ Ἐπιτροπή ἀναχωρεῖ διὰ Κωνσταντινούπολιν.	[651, 1616, 936, 1702]
almanac-text: ΠΕΜΠΤΗ, 6 Σεπτεμβρίου. — Ἀνατολὴ ἡλ. ὥρ. 5 λ. 28. — Δύσ. ὥρ. 6 λ. 31.	[54, 184, 325, 215]
rates-cell: 162.25	[127, 654, 186, 684]
rates-cell: 464.—	[283, 352, 331, 368]
rates-row	[48, 385, 332, 402]
rates-cell: Μονοπωλίου	[186, 352, 283, 368]
article-paragraph: Ὑποχρεοῖ τοὺς ἐναγομένους τοῦτο ἔνα ἐλληλεγγύως καὶ εἰς ὁλόκληρον νὰ καταβάλωσι πρὸς τὸν ἐνάγοντα ἐντὸς τριῶν μηνῶν ἀπὸ τῆς ἐπιδόσεως τῆς ἀποφάσεως ταύτης τὰς χιλίας δραχμὰς (1000) μετὰ τῶν νομίμων τόκων.	[1254, 433, 1541, 537]
article-paragraph: Μετ' εἴδησιν ὁ διορισμὸς Ναυπακτίας ὑπομοιράρχης κ. Ν. Παπανικολάου εἰς τὸ Ἀγρίνιον. Ὁ ταγματάρχης κ. Δ. Καλλέργης εἰς τὴν Πάτραν ἐμετετέθη.	[651, 1765, 936, 1833]
article-title: ΜΕΓΑΛΗ ΠΥΡΚΑΙΑ ΕΝ ΠΕΙΡΑΙΕΙ	[989, 1904, 1201, 1995]
article-paragraph: Ὁ μέραρχος Θεσσαλίας ἀναφέρει εἰς τὸ ὑπουργεῖον τῶν Στρατιωτικῶν, ὅτι εἰς τινα τῶν σταθμῶν τῆς μεθορίου προσῆλθε Τοῦρκος ἀξιωματικὸς κατωτέρου βαθμοῦ ζητῶν νὰ καταταχθῇ εἰς τὸν ἡμέτερον στρατόν.	[651, 366, 936, 469]
